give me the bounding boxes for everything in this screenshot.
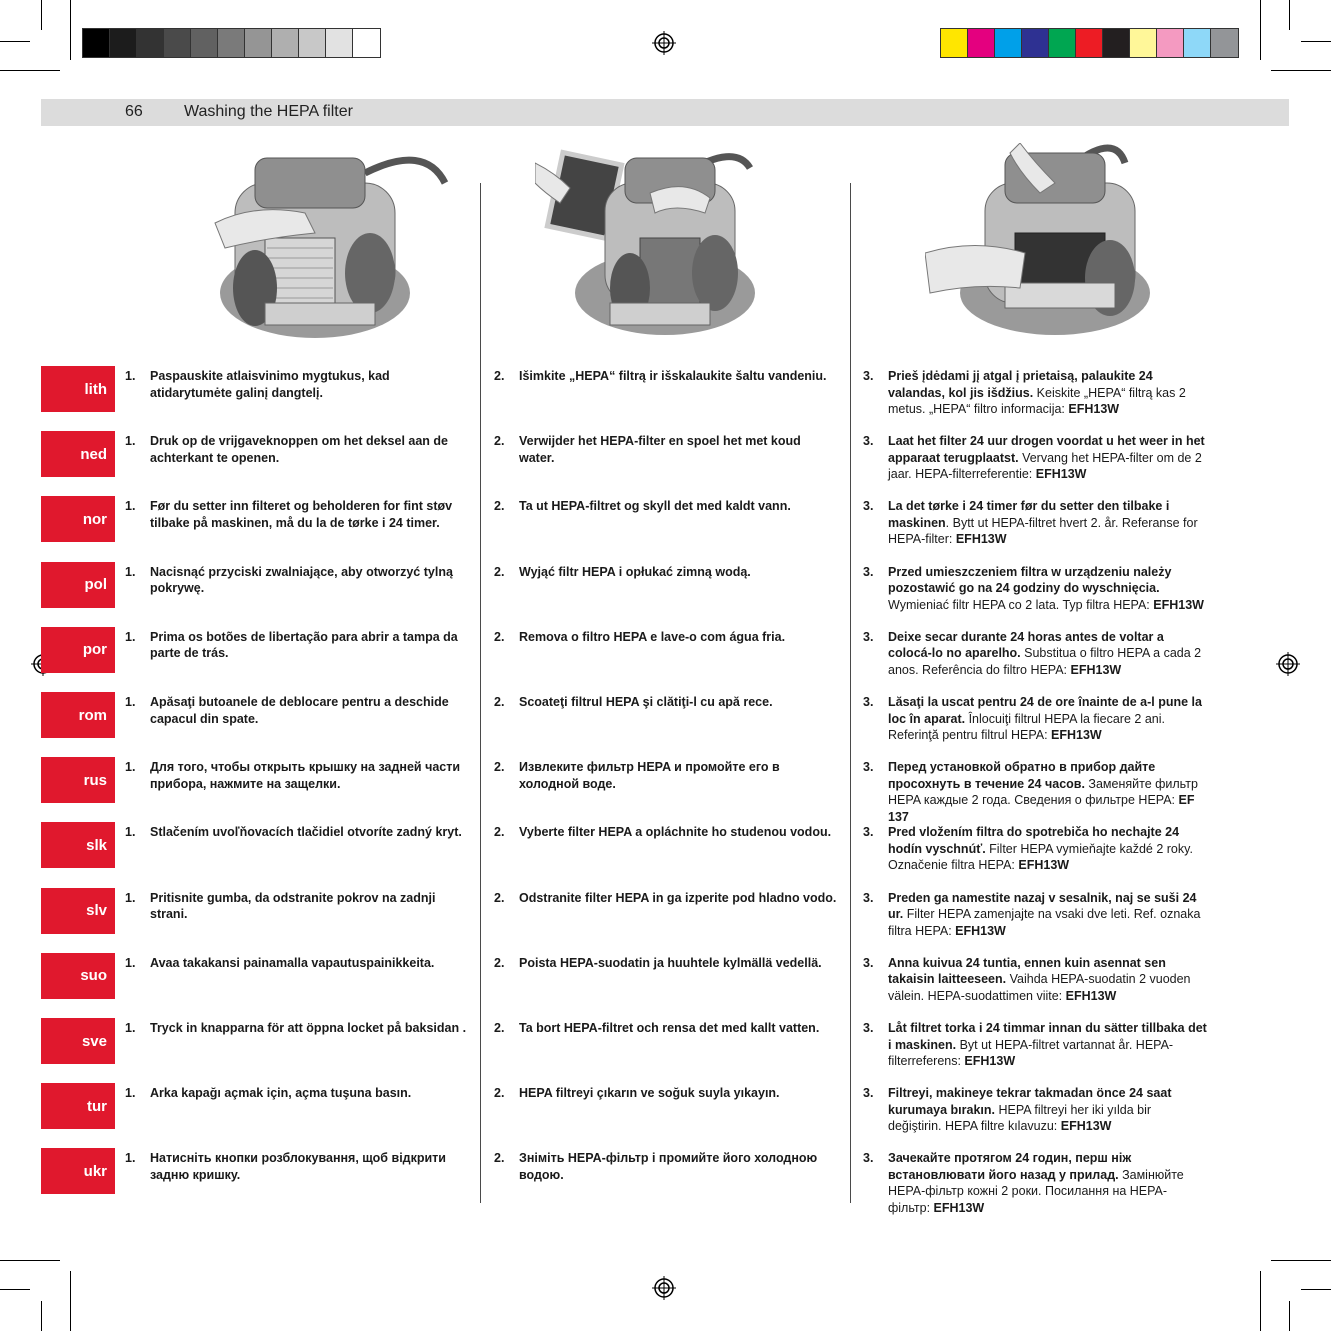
step-text-rest: HEPA filtreyi her iki yılda bir değiştirin. HEPA filtre kılavuzu: [888, 1102, 1152, 1134]
step-text [888, 955, 1208, 1005]
step-number: 1. [125, 760, 136, 775]
step-number: 3. [863, 1151, 874, 1166]
filter-reference: EFH13W [955, 923, 1006, 938]
step-text: Paspauskite atlaisvinimo mygtukus, kad atidarytumėte galinį dangtelį. [150, 369, 390, 400]
step-number: 2. [494, 434, 505, 449]
step-text [888, 498, 1208, 548]
step-text: Druk op de vrijgaveknoppen om het deksel aan de achterkant te openen. [150, 434, 448, 465]
step-text [888, 759, 1208, 825]
language-tab-por: por [41, 627, 115, 673]
crop-mark [1260, 1271, 1261, 1331]
language-row-tur [0, 1083, 1331, 1143]
language-tab-pol: pol [41, 562, 115, 608]
step-text: Før du setter inn filteret og beholderen for fint støv tilbake på maskinen, må du la de tørke i 24 timer. [150, 499, 453, 530]
step-text-bold: Anna kuivua 24 tuntia, ennen kuin asennat sen takaisin laitteeseen. [888, 955, 1166, 987]
step-number: 3. [863, 760, 874, 775]
color-swatch [137, 29, 164, 57]
step-text-rest: Vaihda HEPA-suodatin 2 vuoden välein. HEPA-suodattimen viite: [888, 972, 1191, 1003]
step-text [888, 564, 1208, 614]
color-swatch [1211, 29, 1238, 57]
step-text-bold: Зачекайте протягом 24 годин, перш ніж встановлювати його назад у прилад. [888, 1151, 1132, 1182]
color-swatch [218, 29, 245, 57]
crop-mark [70, 1271, 71, 1331]
language-row-por [0, 627, 1331, 687]
step-number: 2. [494, 564, 505, 579]
step-text-bold: Laat het filter 24 uur drogen voordat u het weer in het apparaat terugplaatst. [888, 434, 1205, 465]
step-number: 1. [125, 1021, 136, 1035]
step-text-rest: Vervang het HEPA-filter om de 2 jaar. HEPA-filterreferentie: [888, 450, 1202, 482]
language-row-lith [0, 366, 1331, 426]
step-text [888, 1150, 1208, 1216]
step-number: 2. [494, 825, 505, 840]
step-text [888, 368, 1208, 418]
step-number: 3. [863, 434, 874, 449]
step-text-rest: Заменяйте фильтр HEPA каждые 2 года. Сведения о фильтре HEPA: [888, 776, 1198, 808]
step-text-rest: Keiskite „HEPA“ filtrą kas 2 metus. „HEPA“ filtro informacija: [888, 385, 1186, 416]
step-number: 1. [125, 434, 136, 449]
step-number: 3. [863, 499, 874, 514]
color-swatch [110, 29, 137, 57]
language-tab-rom: rom [41, 692, 115, 738]
step-number: 3. [863, 1021, 874, 1035]
step-text: Apăsaţi butoanele de deblocare pentru a deschide capacul din spate. [150, 695, 449, 726]
step-number: 1. [125, 1086, 136, 1101]
step-text: Scoateţi filtrul HEPA şi clătiţi-l cu apă rece. [519, 695, 773, 709]
step-text: Nacisnąć przyciski zwalniające, aby otworzyć tylną pokrywę. [150, 564, 453, 596]
step-text: Prima os botões de libertação para abrir a tampa da parte de trás. [150, 629, 458, 661]
language-row-pol [0, 562, 1331, 622]
page-header [41, 99, 1289, 126]
crop-mark [0, 41, 30, 42]
step-text-rest: Byt ut HEPA-filtret vartannat år. HEPA-filterreferens: [888, 1037, 1174, 1068]
step-number: 1. [125, 1151, 136, 1166]
language-row-ukr [0, 1148, 1331, 1215]
step-number: 2. [494, 695, 505, 709]
filter-reference: EFH13W [1153, 597, 1204, 612]
color-swatch [995, 29, 1022, 57]
grayscale-color-bar [82, 28, 381, 58]
step-number: 2. [494, 1021, 505, 1035]
step-number: 1. [125, 564, 136, 579]
step-text-bold: Lăsaţi la uscat pentru 24 de ore înainte de a-l pune la loc în aparat. [888, 695, 1202, 726]
step-number: 1. [125, 890, 136, 905]
step-text-bold: Låt filtret torka i 24 timmar innan du sätter tillbaka det i maskinen. [888, 1021, 1207, 1052]
step-text-rest: Wymieniać filtr HEPA co 2 lata. Typ filtra HEPA: [888, 597, 1154, 612]
step-number: 3. [863, 564, 874, 579]
step-text: Ta bort HEPA-filtret och rensa det med kallt vatten. [519, 1021, 820, 1035]
step-number: 2. [494, 1086, 505, 1101]
step-number: 2. [494, 629, 505, 644]
step-text: Poista HEPA-suodatin ja huuhtele kylmällä vedellä. [519, 955, 822, 970]
crop-mark [1301, 41, 1331, 42]
color-swatch [968, 29, 995, 57]
step-number: 2. [494, 890, 505, 905]
step-text-bold: Preden ga namestite nazaj v sesalnik, naj se suši 24 ur. [888, 890, 1197, 922]
crop-mark [1271, 70, 1331, 71]
filter-reference: EFH13W [933, 1200, 985, 1215]
step-text: Vyberte filter HEPA a opláchnite ho studenou vodou. [519, 825, 832, 840]
crop-mark [0, 70, 60, 71]
step-text [888, 1085, 1208, 1135]
step-number: 3. [863, 695, 874, 709]
filter-reference: EFH13W [955, 532, 1007, 547]
language-row-sve [0, 1018, 1331, 1078]
language-tab-lith: lith [41, 366, 115, 412]
language-row-slv [0, 888, 1331, 948]
color-swatch [272, 29, 299, 57]
step-text-rest: Substitua o filtro HEPA a cada 2 anos. Referência do filtro HEPA: [888, 646, 1202, 677]
color-swatch [164, 29, 191, 57]
color-swatch [1049, 29, 1076, 57]
language-tab-tur: tur [41, 1083, 115, 1129]
language-tab-slk: slk [41, 822, 115, 868]
step-number: 2. [494, 499, 505, 514]
filter-reference: EF 137 [888, 793, 1195, 824]
step-text: Зніміть HEPA-фільтр і промийте його холодною водою. [519, 1151, 818, 1182]
step-text-bold: Przed umieszczeniem filtra w urządzeniu należy pozostawić go na 24 godziny do wyschnięcia. [888, 564, 1172, 596]
step-number: 1. [125, 695, 136, 709]
filter-reference: EFH13W [1060, 1119, 1112, 1134]
color-swatch [191, 29, 218, 57]
language-tab-ned: ned [41, 431, 115, 477]
crop-mark [1260, 0, 1261, 60]
language-tab-nor: nor [41, 496, 115, 542]
step-text: Stlačením uvoľňovacích tlačidiel otvoríte zadný kryt. [150, 825, 462, 840]
filter-reference: EFH13W [1070, 662, 1122, 677]
color-swatch [1130, 29, 1157, 57]
step-text-rest: Замінюйте HEPA-фільтр кожні 2 роки. Посилання на HEPA-фільтр: [888, 1167, 1184, 1215]
step-text-rest: Filter HEPA vymieňajte každé 2 roky. Označenie filtra HEPA: [888, 841, 1193, 873]
step-text: Для того, чтобы открыть крышку на задней части прибора, нажмите на защелки. [150, 760, 461, 791]
language-tab-slv: slv [41, 888, 115, 934]
step-number: 1. [125, 499, 136, 514]
registration-mark-icon [652, 1276, 676, 1300]
step-text [888, 433, 1208, 483]
step-text: Verwijder het HEPA-filter en spoel het met koud water. [519, 434, 801, 465]
step-number: 1. [125, 629, 136, 644]
process-color-bar [940, 28, 1239, 58]
step-number: 3. [863, 369, 874, 383]
step-number: 3. [863, 629, 874, 644]
language-row-ned [0, 431, 1331, 491]
language-row-nor [0, 496, 1331, 556]
step-number: 3. [863, 825, 874, 840]
remove-hepa-filter-illustration [535, 143, 825, 343]
color-swatch [1103, 29, 1130, 57]
step-number: 1. [125, 369, 136, 383]
crop-mark [1271, 1260, 1331, 1261]
step-text [888, 1020, 1208, 1070]
filter-reference: EFH13W [1035, 467, 1087, 482]
reinsert-filter-illustration [925, 143, 1215, 343]
step-number: 2. [494, 369, 505, 383]
step-text: Pritisnite gumba, da odstranite pokrov na zadnji strani. [150, 890, 436, 922]
page-title: Washing the HEPA filter [184, 103, 353, 120]
step-text: Извлеките фильтр HEPA и промойте его в холодной воде. [519, 760, 780, 791]
step-number: 3. [863, 955, 874, 970]
language-row-rom [0, 692, 1331, 752]
step-text: Натисніть кнопки розблокування, щоб відкрити задню кришку. [150, 1151, 446, 1182]
step-text: Odstranite filter HEPA in ga izperite pod hladno vodo. [519, 890, 837, 905]
step-text-bold: Pred vložením filtra do spotrebiča ho nechajte 24 hodín vyschnúť. [888, 825, 1180, 856]
crop-mark [41, 0, 42, 30]
crop-mark [0, 1289, 30, 1290]
color-swatch [245, 29, 272, 57]
color-swatch [1184, 29, 1211, 57]
step-text-bold: Перед установкой обратно в прибор дайте просохнуть в течение 24 часов. [888, 760, 1156, 791]
color-swatch [1022, 29, 1049, 57]
registration-mark-icon [652, 31, 676, 55]
step-number: 3. [863, 890, 874, 905]
crop-mark [1289, 1301, 1290, 1331]
step-text: Avaa takakansi painamalla vapautuspainikkeita. [150, 955, 435, 970]
language-tab-suo: suo [41, 953, 115, 999]
step-text [888, 824, 1208, 874]
language-tab-sve: sve [41, 1018, 115, 1064]
step-text-bold: Filtreyi, makineye tekrar takmadan önce 24 saat kurumaya bırakın. [888, 1086, 1172, 1117]
step-text: Išimkite „HEPA“ filtrą ir išskalaukite šaltu vandeniu. [519, 369, 827, 383]
crop-mark [1289, 0, 1290, 30]
color-swatch [326, 29, 353, 57]
step-text [888, 694, 1208, 744]
crop-mark [70, 0, 71, 60]
color-swatch [941, 29, 968, 57]
language-row-rus [0, 757, 1331, 824]
color-swatch [1157, 29, 1184, 57]
filter-reference: EFH13W [964, 1054, 1016, 1068]
step-text: HEPA filtreyi çıkarın ve soğuk suyla yıkayın. [519, 1086, 780, 1101]
step-number: 3. [863, 1086, 874, 1101]
language-row-suo [0, 953, 1331, 1013]
filter-reference: EFH13W [1065, 988, 1117, 1003]
page-number: 66 [125, 103, 143, 120]
color-swatch [83, 29, 110, 57]
step-number: 2. [494, 760, 505, 775]
step-text-bold: Deixe secar durante 24 horas antes de voltar a colocá-lo no aparelho. [888, 629, 1164, 661]
step-number: 1. [125, 825, 136, 840]
filter-reference: EFH13W [1068, 402, 1120, 416]
step-text-bold: La det tørke i 24 timer før du setter den tilbake i maskinen [888, 499, 1170, 530]
filter-reference: EFH13W [1051, 728, 1102, 742]
step-text: Tryck in knapparna för att öppna locket på baksidan . [150, 1021, 467, 1035]
language-row-slk [0, 822, 1331, 882]
step-text: Wyjąć filtr HEPA i opłukać zimną wodą. [519, 564, 751, 579]
color-swatch [1076, 29, 1103, 57]
open-rear-cover-illustration [195, 143, 485, 343]
step-text-rest: Înlocuiţi filtrul HEPA la fiecare 2 ani. Referinţă pentru filtrul HEPA: [888, 711, 1165, 742]
step-text [888, 890, 1208, 940]
crop-mark [1301, 1289, 1331, 1290]
step-text: Arka kapağı açmak için, açma tuşuna basın. [150, 1086, 412, 1101]
step-text: Ta ut HEPA-filtret og skyll det med kaldt vann. [519, 499, 791, 514]
crop-mark [41, 1301, 42, 1331]
step-text-bold: Prieš įdėdami jį atgal į prietaisą, palaukite 24 valandas, kol jis išdžius. [888, 369, 1153, 400]
crop-mark [0, 1260, 60, 1261]
language-tab-ukr: ukr [41, 1148, 115, 1194]
step-text: Remova o filtro HEPA e lave-o com água fria. [519, 629, 786, 644]
color-swatch [353, 29, 380, 57]
color-swatch [299, 29, 326, 57]
step-text [888, 629, 1208, 679]
language-tab-rus: rus [41, 757, 115, 803]
step-text-rest: Filter HEPA zamenjajte na vsaki dve leti. Ref. oznaka filtra HEPA: [888, 907, 1201, 938]
filter-reference: EFH13W [1018, 858, 1070, 873]
step-number: 1. [125, 955, 136, 970]
step-number: 2. [494, 955, 505, 970]
step-number: 2. [494, 1151, 505, 1166]
step-text-rest: . Bytt ut HEPA-filtret hvert 2. år. Referanse for HEPA-filter: [888, 515, 1198, 547]
